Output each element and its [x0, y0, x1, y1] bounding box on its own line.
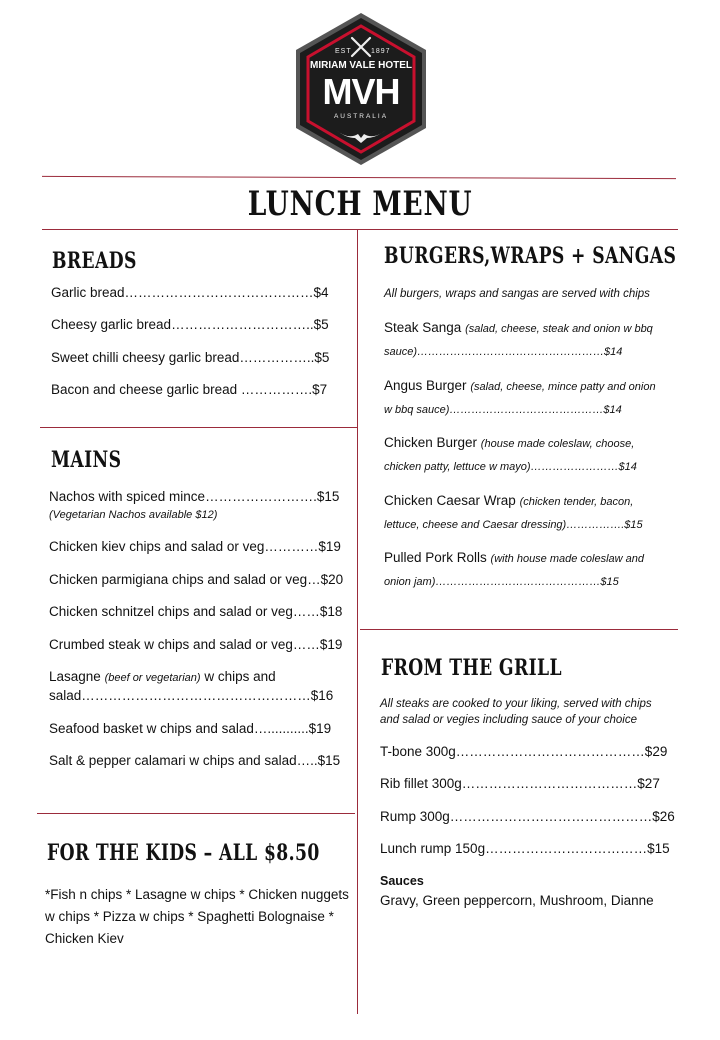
burger-item — [384, 432, 637, 478]
breads-mains-divider — [40, 427, 358, 428]
grill-note: All steaks are cooked to your liking, served with chips — [380, 698, 652, 710]
main-item-note: (Vegetarian Nachos available $12) — [49, 509, 218, 521]
burger-name: Steak Sanga — [384, 320, 466, 335]
main-item: Nachos with spiced mince…………………….$15 — [49, 489, 340, 504]
burgers-note: All burgers, wraps and sangas are served with chips — [384, 288, 650, 300]
burger-item — [384, 547, 644, 593]
logo-est: EST — [335, 48, 352, 55]
burger-name: Chicken Caesar Wrap — [384, 493, 520, 508]
main-item-name: w chips and — [200, 669, 276, 684]
logo-country: AUSTRALIA — [333, 113, 389, 120]
main-item: salad……………………………………………$16 — [49, 688, 334, 703]
grill-item: Lunch rump 150g………………………………$15 — [380, 841, 670, 856]
page-title: LUNCH MENU — [247, 184, 473, 224]
burger-price-line: sauce)……………………………………………$14 — [384, 346, 623, 358]
bread-item: Bacon and cheese garlic bread …………….$7 — [51, 382, 328, 397]
burgers-grill-divider — [360, 629, 678, 630]
logo-monogram: MVH — [322, 71, 400, 112]
mains-kids-divider — [37, 813, 355, 814]
logo-name: MIRIAM VALE HOTEL — [309, 60, 413, 71]
burger-desc: (with house made coleslaw and — [490, 553, 645, 565]
burger-price-line: lettuce, cheese and Caesar dressing)…………….$15 — [384, 519, 643, 531]
grill-heading: FROM THE GRILL — [381, 655, 562, 681]
burger-desc: (chicken tender, bacon, — [519, 496, 634, 508]
main-item: Chicken kiev chips and salad or veg…………$19 — [49, 539, 341, 554]
grill-item: Rib fillet 300g…………………………………$27 — [380, 776, 660, 791]
sauces-list: Gravy, Green peppercorn, Mushroom, Dianne — [380, 893, 654, 908]
bread-item: Garlic bread……………………………………$4 — [51, 285, 329, 300]
kids-items: *Fish n chips * Lasagne w chips * Chicken nuggets w chips * Pizza w chips * Spaghetti Bolognaise * Chicken Kiev — [45, 887, 349, 946]
burger-price-line: onion jam)………………………………………$15 — [384, 576, 619, 588]
burger-desc: (house made coleslaw, choose, — [480, 438, 635, 450]
kids-heading: FOR THE KIDS – ALL $8.50 — [47, 840, 320, 866]
breads-heading: BREADS — [52, 248, 137, 274]
top-rule — [42, 176, 676, 179]
main-item: Crumbed steak w chips and salad or veg……$19 — [49, 637, 343, 652]
burger-name: Angus Burger — [384, 378, 471, 393]
main-item — [49, 668, 276, 687]
burger-desc: (salad, cheese, steak and onion w bbq — [465, 323, 653, 335]
sauces-heading: Sauces — [380, 874, 424, 888]
bread-item: Sweet chilli cheesy garlic bread……………..$5 — [51, 350, 330, 365]
title-underline — [42, 229, 678, 230]
main-item: Salt & pepper calamari w chips and salad…..$15 — [49, 753, 341, 768]
grill-item: Rump 300g………………………………………$26 — [380, 809, 675, 824]
bread-item: Cheesy garlic bread…………………………..$5 — [51, 317, 329, 332]
burger-name: Chicken Burger — [384, 435, 481, 450]
grill-item: T-bone 300g……………………………………$29 — [380, 744, 668, 759]
logo-year: 1897 — [371, 48, 391, 55]
main-item-name: Lasagne — [49, 669, 105, 684]
burgers-heading: BURGERS,WRAPS + SANGAS — [384, 243, 677, 269]
burger-desc: (salad, cheese, mince patty and onion — [470, 381, 656, 393]
burger-name: Pulled Pork Rolls — [384, 550, 491, 565]
hotel-logo — [292, 10, 430, 168]
grill-note: and salad or vegies including sauce of your choice — [380, 714, 637, 726]
main-item: Seafood basket w chips and salad…...........$19 — [49, 721, 332, 736]
mains-heading: MAINS — [51, 447, 122, 473]
main-item-note: (beef or vegetarian) — [104, 672, 201, 684]
column-divider — [357, 229, 358, 1014]
burger-price-line: w bbq sauce)……………………………………$14 — [384, 404, 622, 416]
main-item: Chicken parmigiana chips and salad or veg…$20 — [49, 572, 344, 587]
burger-item — [384, 490, 643, 536]
burger-item — [384, 317, 653, 363]
main-item: Chicken schnitzel chips and salad or veg……$18 — [49, 604, 343, 619]
burger-item — [384, 375, 656, 421]
burger-price-line: chicken patty, lettuce w mayo)……………………$14 — [384, 461, 637, 473]
